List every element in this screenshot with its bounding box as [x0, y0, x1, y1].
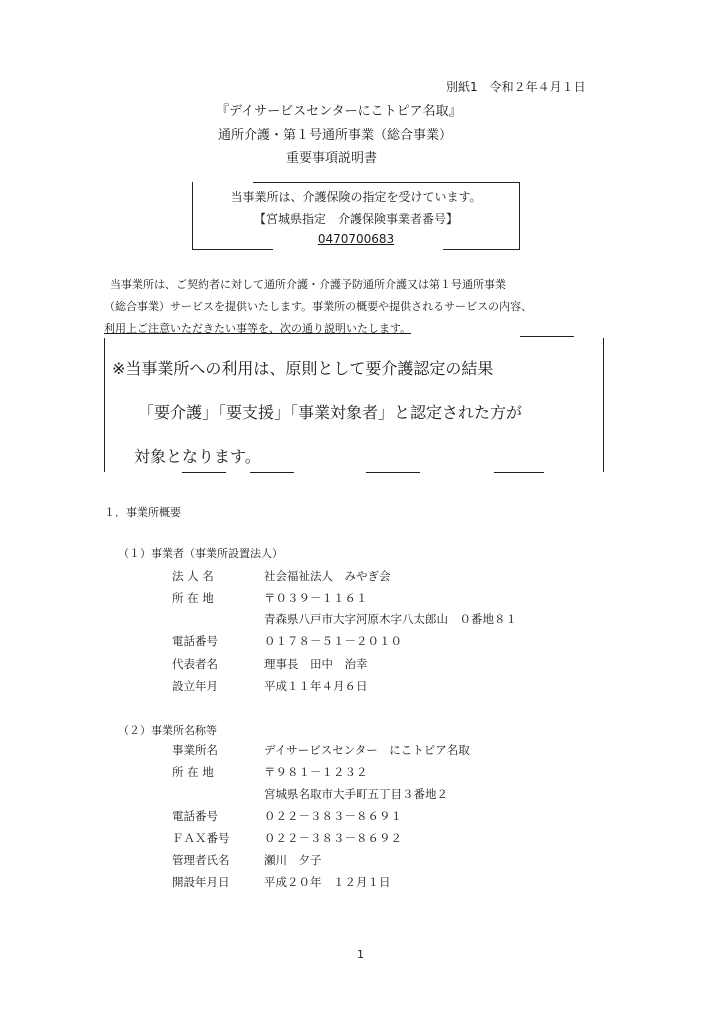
company-row-address-2: 青森県八戸市大字河原木字八太郎山 ０番地８１: [264, 612, 517, 626]
company-row-established: 設立年月 平成１１年４月６日: [172, 679, 368, 693]
office-row-opened: 開設年月日 平成２０年 １２月１日: [172, 875, 391, 889]
intro-line-2: （総合事業）サービスを提供いたします。事業所の概要や提供されるサービスの内容、: [104, 300, 533, 313]
office-row-manager: 管理者氏名 瀬川 夕子: [172, 853, 322, 867]
section-1-heading: １．事業所概要: [104, 506, 181, 519]
document-subtitle: 通所介護・第１号通所事業（総合事業）: [218, 128, 453, 143]
intro-line-3: 利用上ご注意いただきたい事等を、次の通り説明いたします。: [104, 322, 412, 335]
company-row-name: 法 人 名 社会福祉法人 みやぎ会: [172, 569, 391, 583]
warning-line-1: ※当事業所への利用は、原則として要介護認定の結果: [112, 359, 494, 378]
company-subsection-heading: （１）事業者（事業所設置法人）: [118, 547, 283, 560]
page-number: 1: [357, 948, 364, 961]
company-row-phone: 電話番号 ０１７８－５１－２０１０: [172, 634, 402, 648]
appendix-date: 別紙1 令和２年４月１日: [446, 80, 586, 94]
intro-line-1: 当事業所は、ご契約者に対して通所介護・介護予防通所介護又は第１号通所事業: [110, 278, 506, 291]
document-title: 『デイサービスセンターにこトピア名取』: [216, 104, 462, 119]
office-row-phone: 電話番号 ０２２－３８３－８６９１: [172, 809, 402, 823]
designation-notice-box: [192, 182, 520, 250]
office-row-address: 所 在 地 〒９８１－１２３２: [172, 765, 368, 779]
provider-number: 0470700683: [317, 232, 395, 246]
warning-line-2: 「要介護」「要支援」「事業対象者」と認定された方が: [138, 403, 523, 422]
company-row-address: 所 在 地 〒０３９－１１６１: [172, 591, 368, 605]
notice-line-2: 【宮城県指定 介護保険事業者番号】: [253, 212, 458, 226]
document-name: 重要事項説明書: [286, 151, 378, 166]
warning-line-3: 対象となります。: [134, 447, 261, 466]
company-row-representative: 代表者名 理事長 田中 治幸: [172, 657, 368, 671]
office-subsection-heading: （２）事業所名称等: [118, 724, 217, 737]
office-row-name: 事業所名 デイサービスセンター にこトピア名取: [172, 743, 470, 757]
office-row-fax: ＦＡＸ番号 ０２２－３８３－８６９２: [172, 831, 402, 845]
office-row-address-2: 宮城県名取市大手町五丁目３番地２: [264, 787, 448, 801]
notice-line-1: 当事業所は、介護保険の指定を受けています。: [230, 190, 482, 204]
